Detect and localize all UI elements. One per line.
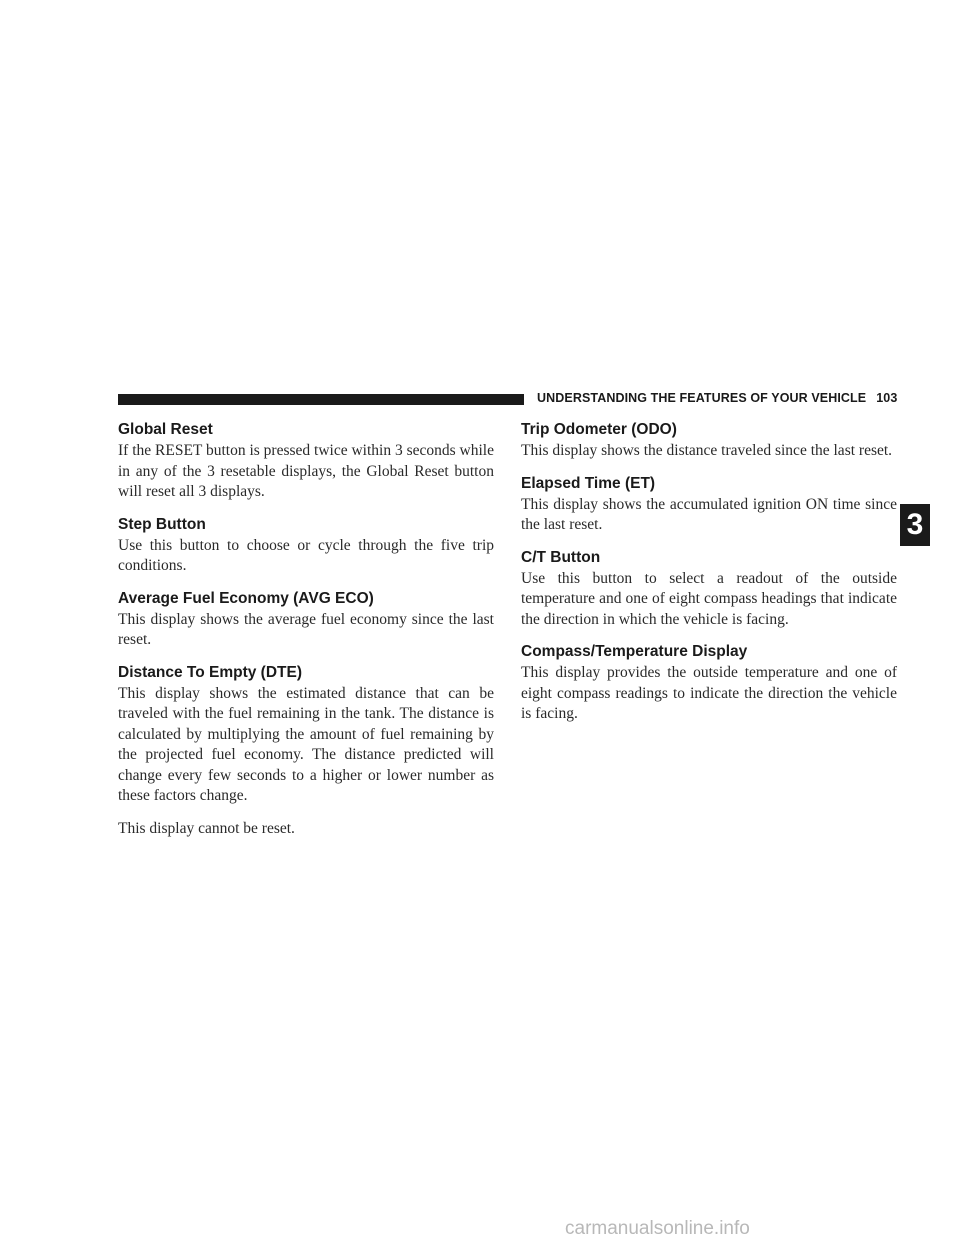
body-paragraph: If the RESET button is pressed twice within 3 seconds while in any of the 3 resetable displays, the Global Reset button will reset all 3 displays. — [118, 442, 494, 500]
section-heading: Compass/Temperature Display — [521, 643, 748, 660]
section-heading: Global Reset — [118, 421, 213, 438]
body-paragraph: This display shows the average fuel economy since the last reset. — [118, 610, 494, 648]
section-heading: Average Fuel Economy (AVG ECO) — [118, 589, 374, 607]
section-elapsed-time-et — [521, 474, 897, 536]
header-title: UNDERSTANDING THE FEATURES OF YOUR VEHICLE — [537, 391, 867, 405]
section-distance-to-empty-dte — [118, 663, 494, 840]
section-step-button — [118, 515, 494, 577]
running-header — [537, 391, 897, 405]
section-heading: Step Button — [118, 515, 206, 533]
section-compass-temperature-display — [521, 642, 897, 725]
section-heading: Elapsed Time (ET) — [521, 474, 656, 492]
body-paragraph: Use this button to select a readout of the outside temperature and one of eight compass headings that indicate the direction in which the vehicle is facing. — [521, 569, 897, 628]
section-average-fuel-economy-avg-eco — [118, 589, 494, 651]
section-c-t-button — [521, 548, 897, 631]
section-heading: Distance To Empty (DTE) — [118, 663, 303, 681]
body-paragraph: This display shows the distance traveled since the last reset. — [521, 442, 893, 459]
chapter-tab: 3 — [900, 504, 930, 546]
body-paragraph: This display provides the outside temperature and one of eight compass readings to indicate the direction the vehicle is facing. — [521, 664, 897, 722]
left-column — [118, 420, 494, 851]
body-paragraph: Use this button to choose or cycle through the five trip conditions. — [118, 536, 494, 574]
header-rule — [118, 394, 524, 405]
right-column — [521, 420, 897, 737]
body-paragraph: This display cannot be reset. — [118, 819, 295, 837]
body-paragraph: This display shows the accumulated ignition ON time since the last reset. — [521, 495, 897, 533]
section-trip-odometer-odo — [521, 420, 897, 462]
body-paragraph: This display shows the estimated distance that can be traveled with the fuel remaining in the tank. The distance is calculated by multiplying the amount of fuel remaining by the projected fuel economy. The distance predicted will change every few seconds to a higher or lower number as these factors change. — [118, 684, 494, 804]
section-global-reset — [118, 420, 494, 503]
page-number: 103 — [876, 391, 898, 405]
watermark-footer: carmanualsonline.info — [565, 1218, 750, 1239]
section-heading: Trip Odometer (ODO) — [521, 421, 677, 438]
section-heading: C/T Button — [521, 548, 601, 566]
